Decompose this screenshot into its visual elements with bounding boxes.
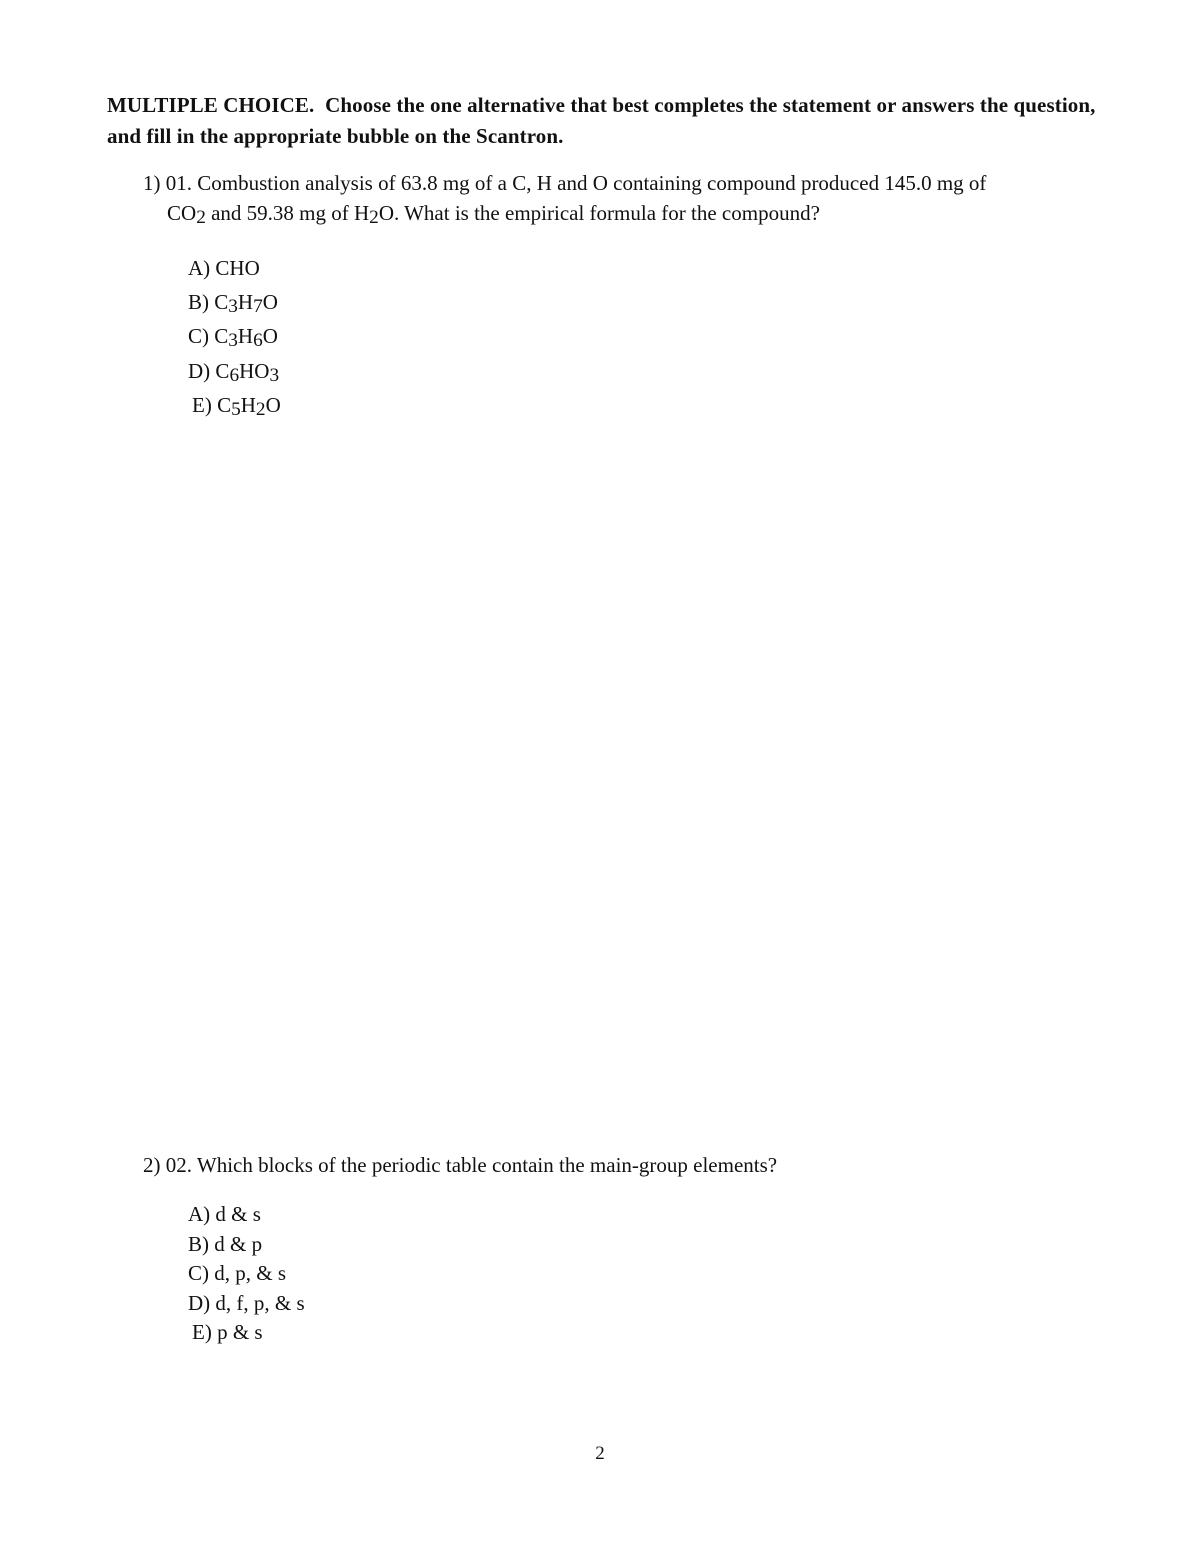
question-1-code: 01. — [165, 171, 192, 195]
question-1-text-line1: Combustion analysis of 63.8 mg of a C, H and O containing compound produced 145.0 mg of — [197, 171, 987, 195]
page-number: 2 — [595, 1443, 605, 1464]
question-1-option-b[interactable]: B) C3H7O — [188, 289, 278, 317]
question-1-options — [188, 252, 281, 424]
instructions-lead: MULTIPLE CHOICE. — [107, 93, 315, 117]
question-2-text: Which blocks of the periodic table contain the main-group elements? — [196, 1153, 778, 1177]
instructions — [107, 90, 1117, 152]
question-1-option-a[interactable]: A) CHO — [188, 256, 260, 280]
question-2-options — [188, 1200, 305, 1348]
question-2-option-e[interactable]: E) p & s — [192, 1320, 263, 1344]
question-2-code: 02. — [165, 1153, 192, 1177]
question-1-text-line2: CO2 and 59.38 mg of H2O. What is the empirical formula for the compound? — [167, 201, 820, 229]
question-2-number: 2) — [143, 1153, 161, 1177]
question-1-stem — [143, 168, 1123, 230]
question-1-number: 1) — [143, 171, 161, 195]
question-1-option-c[interactable]: C) C3H6O — [188, 324, 278, 352]
question-2-stem — [143, 1150, 777, 1180]
question-2-option-b[interactable]: B) d & p — [188, 1231, 263, 1256]
instructions-text: Choose the one alternative that best completes the statement or answers the question, and fill in the appropriate bubble on the Scantron. — [107, 93, 1096, 148]
question-2-option-a[interactable]: A) d & s — [188, 1202, 261, 1226]
question-1-option-d[interactable]: D) C6HO3 — [188, 358, 280, 386]
question-2-option-d[interactable]: D) d, f, p, & s — [188, 1290, 305, 1315]
question-2-option-c[interactable]: C) d, p, & s — [188, 1261, 287, 1285]
question-1-option-e[interactable]: E) C5H2O — [192, 393, 281, 421]
